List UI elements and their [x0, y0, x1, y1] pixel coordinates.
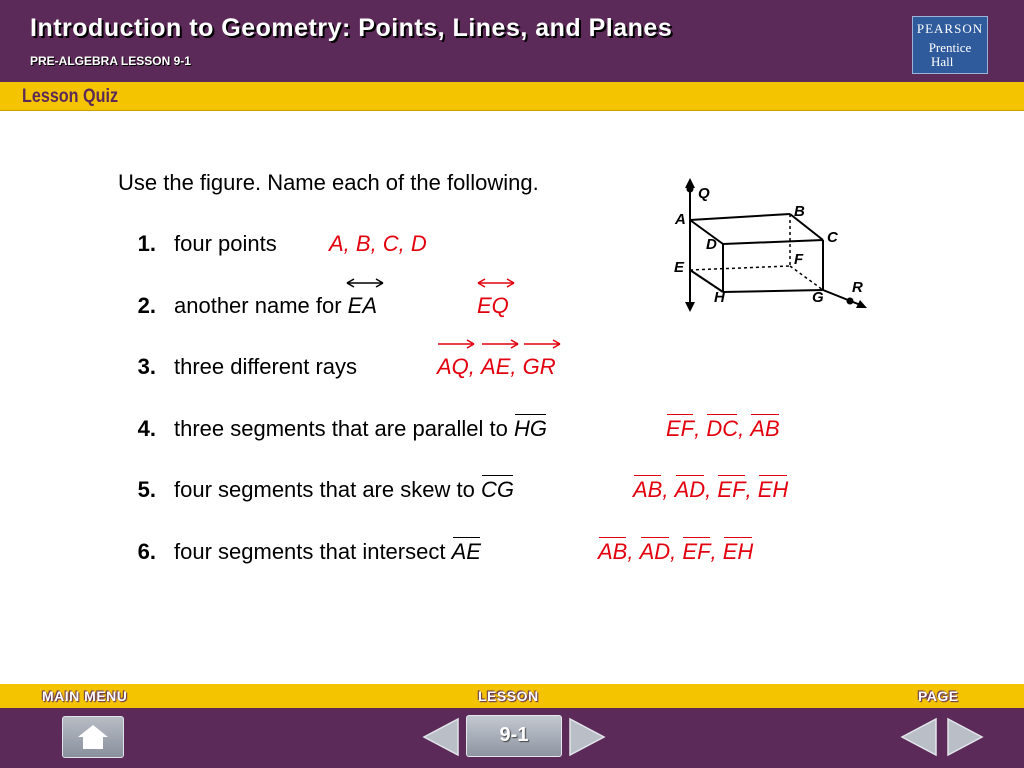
- label-f: F: [794, 251, 804, 268]
- page-next-button[interactable]: [946, 716, 986, 758]
- answer-line: EQ: [477, 293, 509, 319]
- question-text-wrap: [174, 416, 547, 442]
- segment-ref: HG: [513, 416, 547, 441]
- question-text: three different rays: [174, 354, 358, 379]
- question-text: four segments that intersect: [174, 539, 446, 564]
- question-text-wrap: [174, 477, 514, 503]
- label-r: R: [852, 279, 863, 296]
- page-prev-button[interactable]: [898, 716, 938, 758]
- header-bar: [0, 0, 1024, 82]
- home-icon: [63, 717, 123, 757]
- answer-segment: AD: [674, 477, 706, 502]
- question-number: 4.: [137, 416, 156, 441]
- lesson-next-button[interactable]: [568, 716, 608, 758]
- answer-2: [477, 293, 509, 319]
- question-text-wrap: [174, 293, 377, 319]
- label-q: Q: [698, 185, 710, 202]
- ray-arrow-icon: [481, 338, 521, 350]
- line-arrow-icon: [344, 277, 386, 289]
- point-r: [847, 298, 854, 305]
- page-label: PAGE: [918, 688, 959, 704]
- lesson-label: LESSON: [478, 688, 539, 704]
- label-d: D: [706, 236, 717, 253]
- point-q: [687, 186, 694, 193]
- right-arrow-icon: [948, 719, 982, 755]
- footer-label-band: [0, 684, 1024, 708]
- main-menu-label: MAIN MENU: [42, 688, 128, 704]
- lesson-number-button[interactable]: [466, 715, 562, 757]
- answer-segment: EF: [682, 539, 711, 564]
- label-a: A: [675, 211, 686, 228]
- label-e: E: [674, 259, 685, 276]
- answer-segment: EF: [717, 477, 746, 502]
- answer-6: AB, AD, EF, EH: [598, 539, 754, 564]
- segment-ref: CG: [480, 477, 514, 502]
- answer-4: EF, DC, AB: [666, 416, 780, 441]
- answer-segment: AB: [750, 416, 780, 441]
- answer-segment: AD: [639, 539, 671, 564]
- label-b: B: [794, 203, 805, 220]
- question-text: four segments that are skew to: [174, 477, 475, 502]
- answer-ray: GR: [523, 354, 556, 380]
- answer-segment: EF: [666, 416, 695, 441]
- label-g: G: [812, 289, 824, 306]
- question-text: three segments that are parallel to: [174, 416, 508, 441]
- lesson-prev-button[interactable]: [420, 716, 460, 758]
- answer-5: AB, AD, EF, EH: [633, 477, 789, 502]
- logo-line-2: Prentice: [928, 40, 972, 55]
- section-band: [0, 82, 1024, 111]
- left-arrow-icon: [902, 719, 936, 755]
- question-number: 2.: [137, 293, 156, 318]
- answer-segment: EH: [757, 477, 789, 502]
- answer-segment: AB: [633, 477, 663, 502]
- section-label: Lesson Quiz: [22, 86, 119, 107]
- pearson-prentice-hall-logo: [912, 16, 988, 74]
- answer-segment: DC: [706, 416, 739, 441]
- ray-arrow-icon: [523, 338, 563, 350]
- answer-segment: EH: [722, 539, 754, 564]
- answer-ray: AE: [481, 354, 510, 380]
- segment-ref: AE: [451, 539, 481, 564]
- question-text: four points: [174, 231, 277, 256]
- label-c: C: [827, 229, 838, 246]
- question-number: 1.: [137, 231, 156, 256]
- geometry-figure: [668, 174, 878, 314]
- question-number: 3.: [137, 354, 156, 379]
- arrowhead-icon: [685, 302, 695, 312]
- page-title: Introduction to Geometry: Points, Lines, and Planes: [30, 14, 673, 42]
- logo-line-3: Hall: [931, 54, 954, 69]
- answer-segment: AB: [598, 539, 628, 564]
- left-arrow-icon: [424, 719, 458, 755]
- label-h: H: [714, 289, 725, 306]
- line-ref: EA: [348, 293, 377, 319]
- lesson-subtitle: PRE-ALGEBRA LESSON 9-1: [30, 54, 191, 68]
- question-number: 6.: [137, 539, 156, 564]
- logo-line-1: PEARSON: [916, 21, 984, 36]
- lesson-number: 9-1: [499, 724, 529, 746]
- answer-3: AQ, AE, GR: [437, 354, 556, 380]
- question-number: 5.: [137, 477, 156, 502]
- answer-1: A, B, C, D: [329, 231, 427, 256]
- instructions: Use the figure. Name each of the following.: [118, 170, 539, 195]
- question-text-wrap: [174, 539, 481, 565]
- main-menu-button[interactable]: [62, 716, 124, 758]
- line-arrow-icon: [475, 277, 517, 289]
- right-arrow-icon: [570, 719, 604, 755]
- ray-arrow-icon: [437, 338, 477, 350]
- question-text: another name for: [174, 293, 342, 318]
- answer-ray: AQ: [437, 354, 469, 380]
